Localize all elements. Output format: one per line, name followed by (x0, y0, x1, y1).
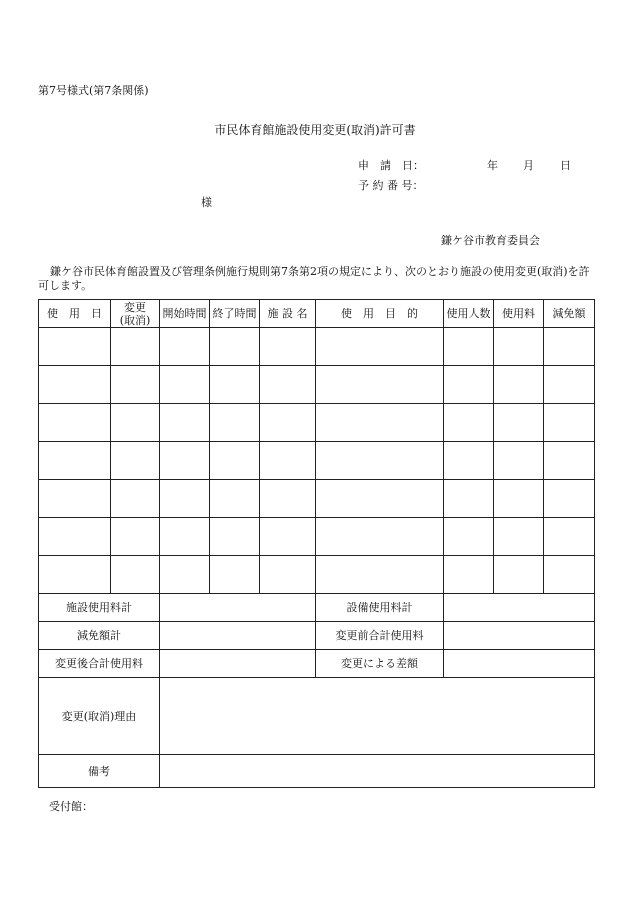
after-change-total-value[interactable] (160, 650, 316, 678)
table-cell[interactable] (210, 556, 260, 594)
facility-fee-total-value[interactable] (160, 594, 316, 622)
table-cell[interactable] (111, 556, 160, 594)
table-cell[interactable] (494, 518, 544, 556)
table-row (39, 404, 595, 442)
table-cell[interactable] (260, 328, 316, 366)
table-cell[interactable] (160, 442, 210, 480)
header-headcount: 使用人数 (444, 300, 494, 328)
remarks-label: 備考 (39, 755, 160, 788)
table-cell[interactable] (316, 328, 444, 366)
table-cell[interactable] (39, 442, 111, 480)
table-cell[interactable] (316, 442, 444, 480)
summary-row (39, 650, 595, 678)
table-cell[interactable] (316, 404, 444, 442)
table-cell[interactable] (260, 442, 316, 480)
table-cell[interactable] (316, 480, 444, 518)
table-cell[interactable] (111, 328, 160, 366)
table-cell[interactable] (111, 366, 160, 404)
reason-row (39, 678, 595, 755)
table-cell[interactable] (544, 328, 595, 366)
table-cell[interactable] (160, 404, 210, 442)
table-cell[interactable] (210, 480, 260, 518)
table-cell[interactable] (444, 366, 494, 404)
table-cell[interactable] (210, 404, 260, 442)
table-cell[interactable] (260, 518, 316, 556)
table-cell[interactable] (544, 366, 595, 404)
usage-table (38, 299, 595, 788)
table-cell[interactable] (111, 404, 160, 442)
table-cell[interactable] (39, 556, 111, 594)
table-cell[interactable] (260, 556, 316, 594)
table-cell[interactable] (111, 480, 160, 518)
header-reduction: 減免額 (544, 300, 595, 328)
document-title: 市民体育館施設使用変更(取消)許可書 (214, 123, 416, 137)
table-cell[interactable] (39, 518, 111, 556)
year-label: 年 (487, 159, 498, 172)
table-cell[interactable] (39, 480, 111, 518)
table-cell[interactable] (494, 328, 544, 366)
table-cell[interactable] (544, 480, 595, 518)
month-label: 月 (523, 159, 534, 172)
body-text: 鎌ケ谷市民体育館設置及び管理条例施行規則第7条第2項の規定により、次のとおり施設の使用変更(取消)を許可します。 (38, 265, 590, 292)
header-end-time: 終了時間 (210, 300, 260, 328)
table-cell[interactable] (160, 480, 210, 518)
table-row (39, 556, 595, 594)
table-cell[interactable] (111, 442, 160, 480)
table-cell[interactable] (444, 480, 494, 518)
receipt-facility-label: 受付館： (49, 800, 93, 813)
table-cell[interactable] (494, 480, 544, 518)
header-usage-date: 使 用 日 (39, 300, 111, 328)
table-cell[interactable] (544, 404, 595, 442)
header-facility-name: 施 設 名 (260, 300, 316, 328)
reason-label: 変更(取消)理由 (39, 678, 160, 755)
table-cell[interactable] (160, 366, 210, 404)
table-cell[interactable] (544, 518, 595, 556)
table-row (39, 366, 595, 404)
apply-date-label: 申 請 日： (358, 159, 424, 172)
table-cell[interactable] (39, 366, 111, 404)
table-cell[interactable] (260, 366, 316, 404)
table-row (39, 328, 595, 366)
equipment-fee-total-value[interactable] (444, 594, 595, 622)
table-cell[interactable] (544, 442, 595, 480)
after-change-total-label: 変更後合計使用料 (39, 650, 160, 678)
table-cell[interactable] (260, 404, 316, 442)
addressee-suffix: 様 (201, 196, 212, 209)
form-number: 第7号様式(第7条関係) (38, 84, 149, 97)
table-cell[interactable] (444, 404, 494, 442)
table-row (39, 480, 595, 518)
summary-row (39, 594, 595, 622)
table-cell[interactable] (494, 442, 544, 480)
header-change: 変更 (取消) (111, 300, 160, 328)
table-cell[interactable] (160, 328, 210, 366)
table-cell[interactable] (210, 328, 260, 366)
difference-value[interactable] (444, 650, 595, 678)
table-cell[interactable] (544, 556, 595, 594)
table-cell[interactable] (260, 480, 316, 518)
table-cell[interactable] (210, 366, 260, 404)
table-cell[interactable] (316, 366, 444, 404)
reason-value[interactable] (160, 678, 595, 755)
day-label: 日 (560, 159, 571, 172)
table-cell[interactable] (160, 556, 210, 594)
reduction-total-label: 減免額計 (39, 622, 160, 650)
table-cell[interactable] (210, 442, 260, 480)
table-cell[interactable] (210, 518, 260, 556)
table-cell[interactable] (39, 328, 111, 366)
reduction-total-value[interactable] (160, 622, 316, 650)
table-cell[interactable] (316, 556, 444, 594)
remarks-row (39, 755, 595, 788)
table-cell[interactable] (111, 518, 160, 556)
table-cell[interactable] (444, 556, 494, 594)
before-change-total-label: 変更前合計使用料 (316, 622, 444, 650)
reservation-number-label: 予 約 番 号： (358, 179, 424, 192)
remarks-value[interactable] (160, 755, 595, 788)
table-cell[interactable] (444, 518, 494, 556)
table-row (39, 518, 595, 556)
table-cell[interactable] (444, 328, 494, 366)
table-cell[interactable] (494, 366, 544, 404)
table-cell[interactable] (494, 556, 544, 594)
table-cell[interactable] (494, 404, 544, 442)
header-start-time: 開始時間 (160, 300, 210, 328)
table-cell[interactable] (160, 518, 210, 556)
issuer-name: 鎌ケ谷市教育委員会 (441, 234, 540, 247)
before-change-total-value[interactable] (444, 622, 595, 650)
table-cell[interactable] (316, 518, 444, 556)
header-fee: 使用料 (494, 300, 544, 328)
summary-row (39, 622, 595, 650)
table-row (39, 442, 595, 480)
table-cell[interactable] (39, 404, 111, 442)
facility-fee-total-label: 施設使用料計 (39, 594, 160, 622)
table-cell[interactable] (444, 442, 494, 480)
equipment-fee-total-label: 設備使用料計 (316, 594, 444, 622)
difference-label: 変更による差額 (316, 650, 444, 678)
header-row (39, 300, 595, 328)
header-purpose: 使 用 目 的 (316, 300, 444, 328)
